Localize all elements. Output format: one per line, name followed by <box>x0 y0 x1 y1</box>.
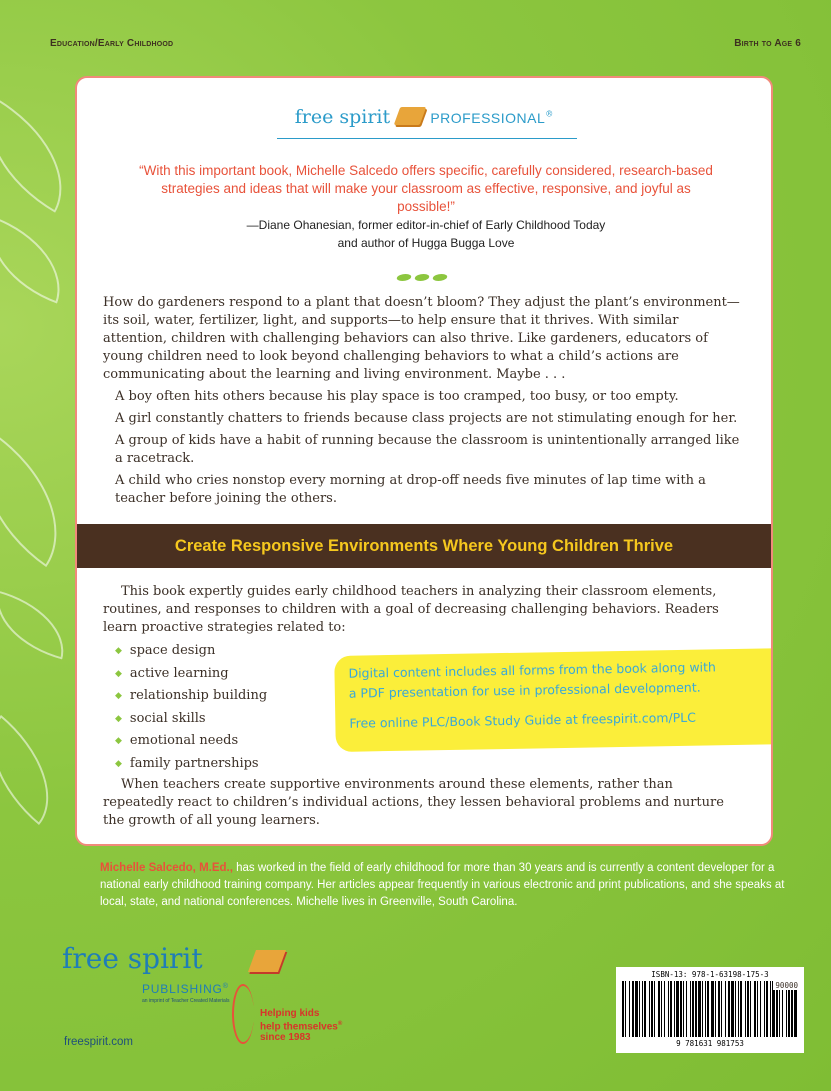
publisher-tagline <box>260 1008 342 1043</box>
callout-line: a PDF presentation for use in professional development. <box>348 679 701 701</box>
author-bio-text: has worked in the field of early childhood for more than 30 years and is currently a content developer for a national early childhood training company. Her articles appear frequently in various electronic and print publications, and she speaks at local, state, and national conferences. Michelle lives in Greenville, South Carolina. <box>100 862 785 908</box>
tagline-line <box>260 1019 342 1032</box>
brand-name: free spirit <box>294 106 391 128</box>
quote-attribution: and author of Hugga Bugga Love <box>337 236 515 250</box>
list-item: ◆ relationship building <box>115 685 267 708</box>
list-item: ◆ family partnerships <box>115 753 267 776</box>
book-icon <box>394 107 427 125</box>
strategy-list <box>115 640 267 775</box>
list-item: ◆ social skills <box>115 708 267 731</box>
example-item: A child who cries nonstop every morning at drop-off needs five minutes of lap time with a teacher before joining the others. <box>115 473 706 506</box>
list-item: ◆ space design <box>115 640 267 663</box>
isbn-barcode <box>616 967 804 1053</box>
age-range-label: Birth to Age 6 <box>734 38 801 49</box>
registered-mark: ® <box>545 109 554 119</box>
leaf-dots-ornament <box>395 266 449 285</box>
closing-paragraph: When teachers create supportive environments around these elements, rather than repeatedly react to children’s individual actions, they lessen behavioral problems and nurture the growth of all young learners. <box>103 777 724 828</box>
leaf-decoration <box>0 715 78 825</box>
content-panel <box>75 76 773 846</box>
publisher-website: freespirit.com <box>64 1036 134 1048</box>
example-item: A girl constantly chatters to friends because class projects are not stimulating enough for her. <box>115 411 738 426</box>
callout-line: Digital content includes all forms from the book along with <box>348 659 717 681</box>
price-code: 90000 <box>775 981 798 990</box>
flying-book-icon <box>248 950 286 972</box>
author-bio <box>100 860 800 911</box>
swirl-icon <box>232 984 254 1044</box>
tagline-line: since 1983 <box>260 1032 311 1044</box>
section-title-band <box>77 524 771 568</box>
publisher-line-text: PUBLISHING <box>142 982 223 996</box>
barcode-digits: 9 781631 981753 <box>676 1039 744 1048</box>
brand-header <box>77 106 771 128</box>
publisher-name: free spirit <box>62 942 203 975</box>
category-label: Education/Early Childhood <box>50 38 174 49</box>
tagline-line: Helping kids <box>260 1008 320 1019</box>
intro-paragraph: How do gardeners respond to a plant that doesn’t bloom? They adjust the plant’s environment—its soil, water, fertilizer, light, and supports—to help ensure that it thrives. With similar attention, children with challenging behaviors can also thrive. Like gardeners, educators of young children need to look beyond challenging behaviors to what a child’s actions are communicating about the learning and living environment. Maybe . . . <box>103 295 740 382</box>
imprint-text: an imprint of Teacher Created Materials <box>142 998 230 1004</box>
author-name: Michelle Salcedo, M.Ed., <box>100 862 233 874</box>
quote-attribution: —Diane Ohanesian, former editor-in-chief of Early Childhood Today <box>246 218 606 232</box>
list-item: ◆ active learning <box>115 663 267 686</box>
section-title: Create Responsive Environments Where Young Children Thrive <box>174 536 674 555</box>
description-paragraph: This book expertly guides early childhood teachers in analyzing their classroom elements, routines, and responses to children with a goal of decreasing challenging behaviors. Readers learn proactive strategies related to: <box>103 584 719 635</box>
divider <box>277 138 577 139</box>
isbn-text: ISBN-13: 978-1-63198-175-3 <box>651 970 769 979</box>
example-list <box>115 388 745 512</box>
leaf-decoration <box>0 216 78 303</box>
endorsement-quote <box>137 162 715 252</box>
example-item: A boy often hits others because his play space is too cramped, too busy, or too empty. <box>115 389 679 404</box>
digital-content-callout <box>334 648 773 752</box>
leaf-decoration <box>0 590 75 659</box>
example-item: A group of kids have a habit of running because the classroom is unintentionally arranged like a racetrack. <box>115 433 740 466</box>
publisher-line <box>142 982 229 996</box>
registered-mark: ® <box>337 1021 343 1027</box>
publisher-logo <box>62 942 230 1004</box>
quote-text: “With this important book, Michelle Salcedo offers specific, carefully considered, research-based strategies and ideas that will make your classroom as effective, responsive, and joyful as possible!” <box>139 163 713 214</box>
brand-line: PROFESSIONAL <box>430 110 546 126</box>
barcode-bars <box>622 981 798 1037</box>
callout-line: Free online PLC/Book Study Guide at freespirit.com/PLC <box>349 709 697 731</box>
registered-mark: ® <box>222 983 229 990</box>
tagline-text: help themselves <box>260 1021 338 1033</box>
list-item: ◆ emotional needs <box>115 730 267 753</box>
